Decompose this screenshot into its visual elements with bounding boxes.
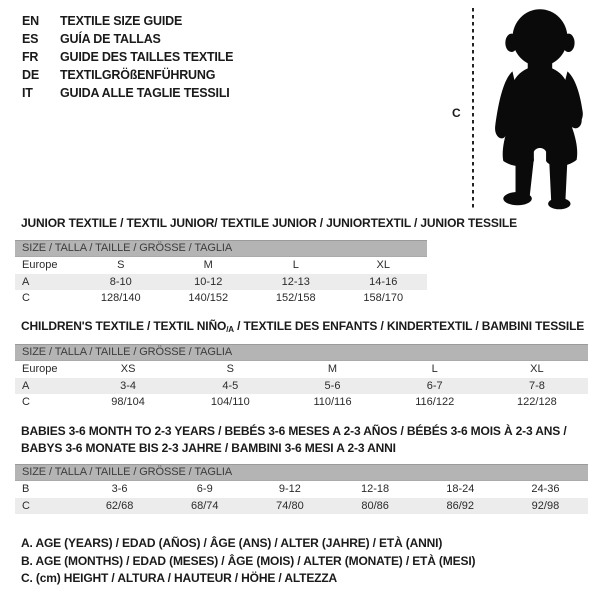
table-cell: 8-10 xyxy=(109,275,132,288)
table-row xyxy=(15,257,427,274)
table-cell: 18-24 xyxy=(446,483,475,495)
table-cell: 3-4 xyxy=(120,379,137,392)
table-cell: 128/140 xyxy=(100,292,141,304)
heading-line: JUNIOR TEXTILE / TEXTIL JUNIOR/ TEXTILE JUNIOR / JUNIORTEXTIL / JUNIOR TESSILE xyxy=(21,216,517,230)
table-cell: 10-12 xyxy=(194,275,223,288)
children-size-table xyxy=(15,344,588,411)
table-cell: XL xyxy=(376,259,390,271)
table-cell: 5-6 xyxy=(324,379,341,392)
language-title: GUIDE DES TAILLES TEXTILE xyxy=(60,50,234,64)
table-row xyxy=(15,274,427,291)
baby-silhouette-icon xyxy=(486,6,598,215)
language-code: FR xyxy=(22,50,39,64)
table-cell: XS xyxy=(120,363,136,375)
table-cell: 140/152 xyxy=(188,292,229,304)
table-row xyxy=(15,498,588,515)
language-code: DE xyxy=(22,68,39,82)
row-label: C xyxy=(22,292,30,304)
row-label: C xyxy=(22,499,30,512)
note-line: A. AGE (YEARS) / EDAD (AÑOS) / ÂGE (ANS) / ALTER (JAHRE) / ETÀ (ANNI) xyxy=(21,536,443,550)
table-row xyxy=(15,361,588,378)
table-cell: 62/68 xyxy=(105,499,134,512)
table-cell: 74/80 xyxy=(276,499,304,512)
measure-label-c: C xyxy=(452,106,461,120)
table-cell: S xyxy=(226,363,234,375)
table-row xyxy=(15,394,588,411)
table-row xyxy=(15,378,588,395)
language-row xyxy=(22,12,233,30)
children-section-heading xyxy=(21,318,584,338)
height-measure-dashed-line xyxy=(469,8,477,213)
table-cell: 9-12 xyxy=(278,483,301,495)
row-label: B xyxy=(22,483,30,495)
language-row xyxy=(22,84,233,102)
note-line: B. AGE (MONTHS) / EDAD (MESES) / ÂGE (MOIS) / ALTER (MONATE) / ETÀ (MESI) xyxy=(21,553,476,568)
table-cell: M xyxy=(203,259,213,271)
table-cell: 4-5 xyxy=(222,379,239,392)
table-cell: 12-18 xyxy=(361,483,390,495)
table-header: SIZE / TALLA / TAILLE / GRÖSSE / TAGLIA xyxy=(15,464,588,481)
table-cell: 3-6 xyxy=(111,483,128,495)
heading-line: CHILDREN'S TEXTILE / TEXTIL $NIÑO_{/A}$ / TEXTILE DES ENFANTS / KINDERTEXTIL / BAMBINI TESSILE xyxy=(21,319,585,334)
table-cell: 92/98 xyxy=(531,499,560,512)
language-list xyxy=(22,12,233,102)
language-code: ES xyxy=(22,32,39,46)
table-cell: XL xyxy=(530,363,544,375)
heading-line: BABYS 3-6 MONATE BIS 2-3 JAHRE / BAMBINI 3-6 MESI A 2-3 ANNI xyxy=(21,441,396,455)
language-row xyxy=(22,48,233,66)
table-cell: 14-16 xyxy=(369,275,398,288)
language-row xyxy=(22,30,233,48)
table-cell: 6-7 xyxy=(426,379,443,392)
table-cell: 98/104 xyxy=(111,396,145,408)
language-title: GUIDA ALLE TAGLIE TESSILI xyxy=(60,86,230,100)
row-label: Europe xyxy=(22,363,58,375)
language-code: IT xyxy=(22,86,33,100)
table-cell: 110/116 xyxy=(313,396,352,408)
babies-section-heading xyxy=(21,423,567,457)
table-cell: 6-9 xyxy=(196,483,213,495)
table-cell: 86/92 xyxy=(446,499,475,512)
table-cell: 80/86 xyxy=(361,499,389,512)
table-header: SIZE / TALLA / TAILLE / GRÖSSE / TAGLIA xyxy=(15,344,588,361)
language-title: TEXTILGRÖßENFÜHRUNG xyxy=(60,68,216,82)
language-title: TEXTILE SIZE GUIDE xyxy=(60,14,183,28)
table-cell: L xyxy=(292,259,299,271)
table-cell: M xyxy=(327,363,338,375)
table-cell: 7-8 xyxy=(528,379,545,392)
table-cell: 116/122 xyxy=(415,396,455,408)
table-cell: 12-13 xyxy=(281,275,310,288)
junior-size-table xyxy=(15,240,427,307)
note-line: C. (cm) HEIGHT / ALTURA / HAUTEUR / HÖHE / ALTEZZA xyxy=(21,571,338,585)
table-cell: 152/158 xyxy=(275,292,316,304)
row-label: C xyxy=(22,396,30,408)
table-cell: 122/128 xyxy=(517,396,557,408)
legend-notes xyxy=(21,535,475,588)
row-label: Europe xyxy=(22,259,58,271)
row-label: A xyxy=(22,275,30,288)
table-cell: 24-36 xyxy=(531,483,560,495)
table-cell: S xyxy=(117,259,125,271)
table-cell: 104/110 xyxy=(210,396,250,408)
table-row xyxy=(15,481,588,498)
heading-line: BABIES 3-6 MONTH TO 2-3 YEARS / BEBÉS 3-6 MESES A 2-3 AÑOS / BÉBÉS 3-6 MOIS À 2-3 ANS / xyxy=(21,424,567,438)
table-cell: 68/74 xyxy=(190,499,219,512)
table-cell: L xyxy=(431,363,438,375)
language-row xyxy=(22,66,233,84)
babies-size-table xyxy=(15,464,588,514)
table-row xyxy=(15,290,427,307)
table-cell: 158/170 xyxy=(363,292,404,304)
language-title: GUÍA DE TALLAS xyxy=(60,32,161,46)
language-code: EN xyxy=(22,14,39,28)
junior-section-heading xyxy=(21,215,517,232)
row-label: A xyxy=(22,379,30,392)
table-header: SIZE / TALLA / TAILLE / GRÖSSE / TAGLIA xyxy=(15,240,427,257)
